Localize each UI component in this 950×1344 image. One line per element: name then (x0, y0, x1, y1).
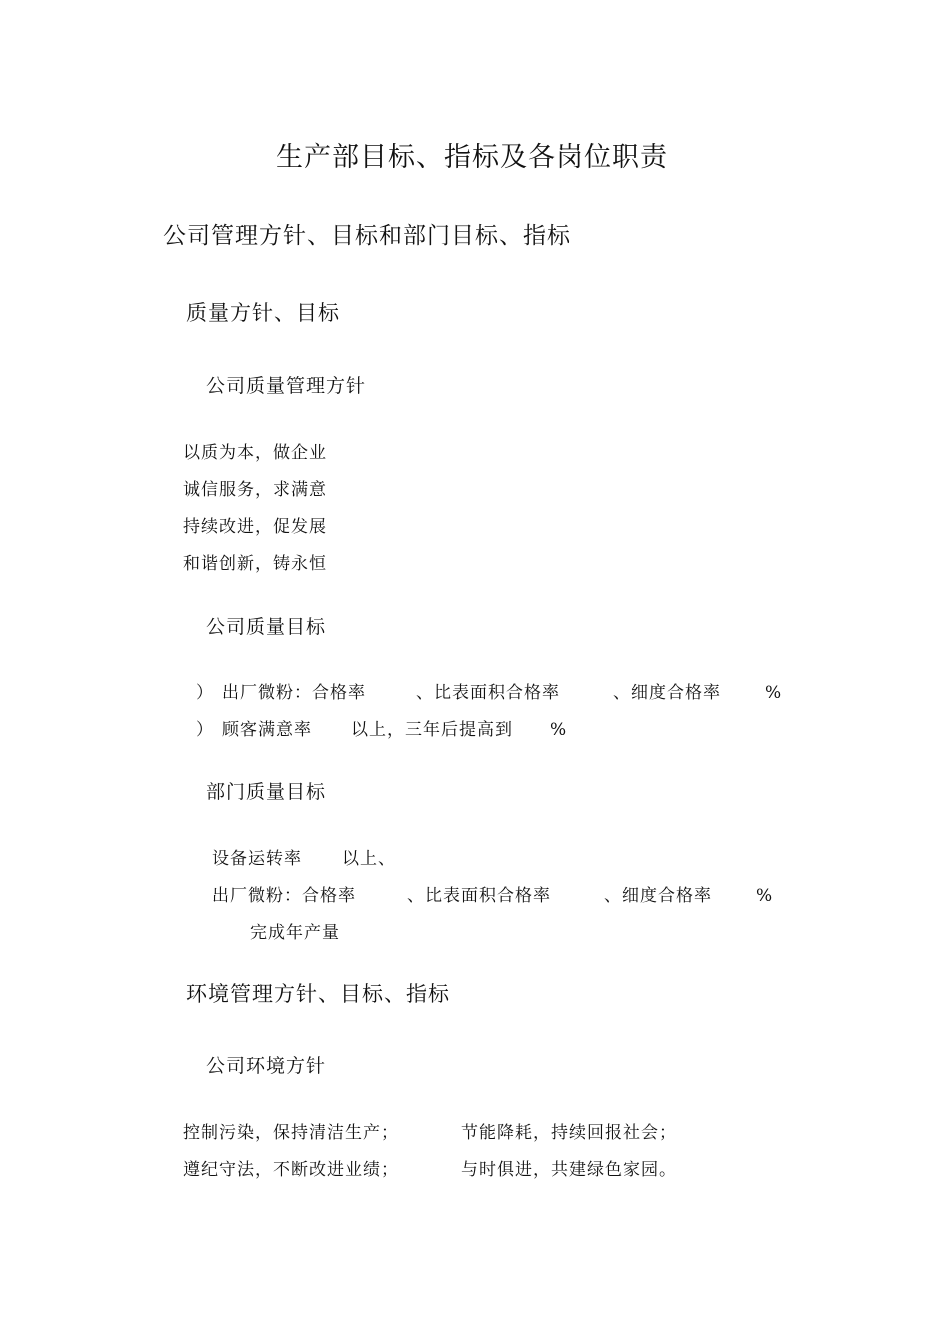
goal-1-percent-sign: % (765, 683, 783, 703)
environment-policy-heading: 公司环境方针 (206, 1055, 327, 1077)
dept-goal-fineness-label: 、细度合格率 (604, 886, 712, 906)
goal-2-satisfaction-label: 顾客满意率 (222, 720, 312, 740)
dept-goal-pass-rate-label: 出厂微粉：合格率 (212, 886, 356, 906)
goal-2-target-text: 以上，三年后提高到 (351, 720, 513, 740)
dept-goal-percent-sign: % (756, 886, 774, 906)
dept-goal-surface-area-label: 、比表面积合格率 (407, 886, 551, 906)
quality-policy-line-4: 和谐创新，铸永恒 (183, 554, 327, 574)
subsection-heading-environment: 环境管理方针、目标、指标 (186, 982, 450, 1006)
goal-2-marker: ） (196, 720, 214, 740)
quality-policy-line-1: 以质为本，做企业 (183, 443, 327, 463)
goal-1-marker: ） (196, 683, 214, 703)
dept-goal-equipment-label: 设备运转率 (212, 849, 302, 869)
dept-quality-goals-heading: 部门质量目标 (206, 781, 327, 803)
section-heading-management: 公司管理方针、目标和部门目标、指标 (163, 223, 571, 249)
dept-goal-equipment-suffix: 以上、 (342, 849, 396, 869)
env-policy-row-2-right: 与时俱进，共建绿色家园。 (461, 1160, 677, 1180)
goal-1-pass-rate-label: 出厂微粉：合格率 (222, 683, 366, 703)
dept-goal-annual-output: 完成年产量 (250, 923, 340, 943)
quality-policy-line-2: 诚信服务，求满意 (183, 480, 327, 500)
goal-2-percent-sign: % (550, 720, 568, 740)
env-policy-row-2-left: 遵纪守法，不断改进业绩； (183, 1160, 399, 1180)
company-quality-goals-heading: 公司质量目标 (206, 616, 327, 638)
quality-policy-heading: 公司质量管理方针 (206, 375, 367, 397)
document-title: 生产部目标、指标及各岗位职责 (276, 142, 668, 173)
subsection-heading-quality: 质量方针、目标 (186, 301, 340, 325)
env-policy-row-1-right: 节能降耗，持续回报社会； (461, 1123, 677, 1143)
goal-1-surface-area-label: 、比表面积合格率 (416, 683, 560, 703)
goal-1-fineness-label: 、细度合格率 (613, 683, 721, 703)
env-policy-row-1-left: 控制污染，保持清洁生产； (183, 1123, 399, 1143)
quality-policy-line-3: 持续改进，促发展 (183, 517, 327, 537)
